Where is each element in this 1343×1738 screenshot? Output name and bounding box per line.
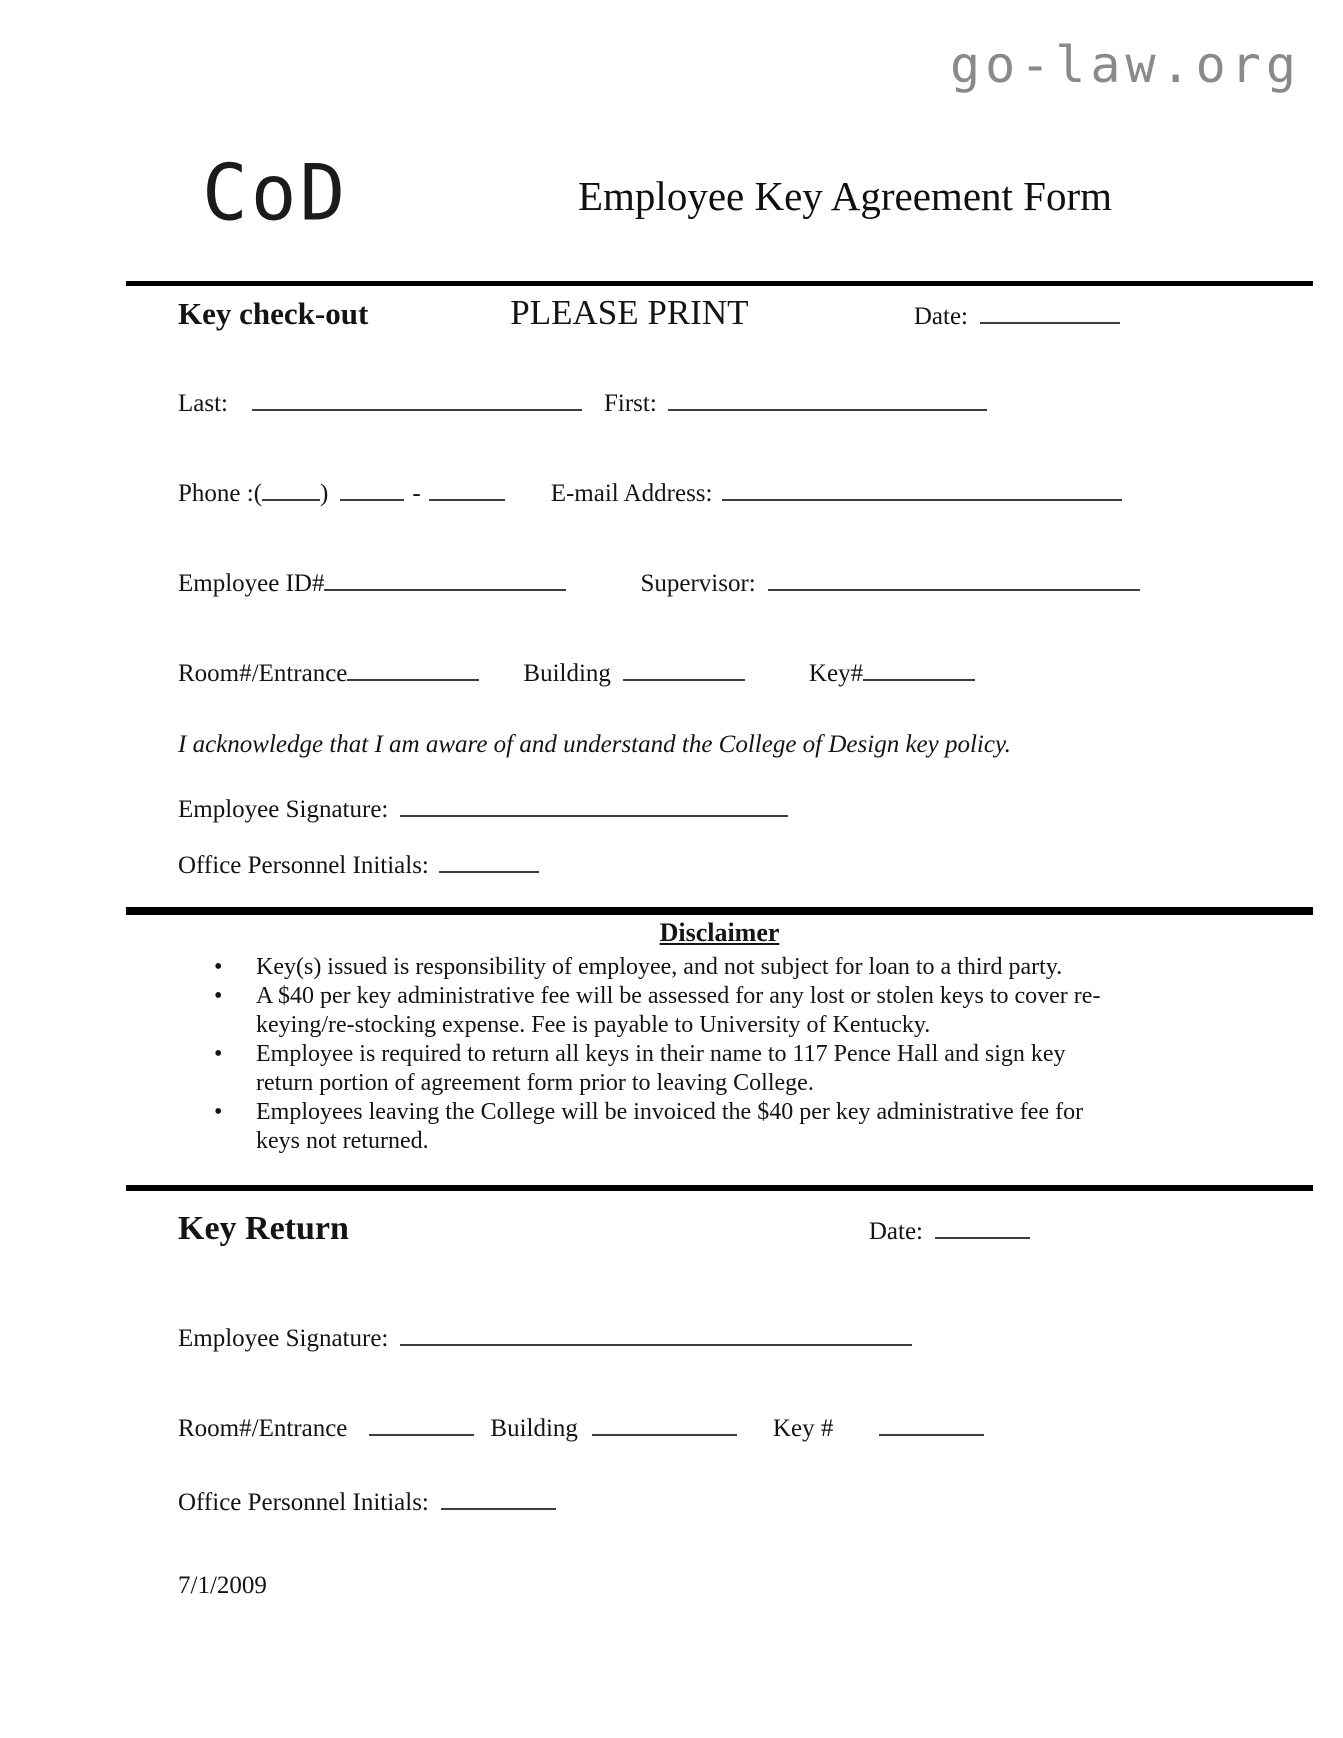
checkout-date-group — [914, 296, 1120, 331]
checkout-room-row — [178, 653, 975, 688]
return-signature-row — [178, 1318, 912, 1353]
checkout-section-heading: Key check-out — [178, 296, 369, 331]
list-item — [214, 1040, 1124, 1098]
checkout-signature-blank[interactable] — [400, 789, 788, 817]
divider-return-top — [126, 1185, 1313, 1191]
return-key-blank[interactable] — [879, 1408, 984, 1436]
first-name-blank[interactable] — [668, 383, 987, 411]
supervisor-blank[interactable] — [768, 563, 1140, 591]
checkout-initials-row — [178, 845, 539, 880]
checkout-date-label: Date: — [913, 303, 968, 330]
checkout-building-label: Building — [523, 660, 611, 687]
phone-area-blank[interactable] — [262, 473, 320, 501]
return-signature-blank[interactable] — [400, 1318, 912, 1346]
bullet-marker: • — [214, 983, 223, 1009]
disclaimer-title: Disclaimer — [659, 918, 780, 947]
disclaimer-list — [214, 953, 1124, 1156]
checkout-signature-row — [178, 789, 788, 824]
return-room-label: Room#/Entrance — [178, 1415, 348, 1442]
last-name-label: Last: — [178, 390, 228, 417]
page-title: Employee Key Agreement Form — [578, 173, 1113, 219]
return-header-row — [178, 1210, 1030, 1248]
bullet-marker: • — [214, 1099, 223, 1125]
please-print-notice: PLEASE PRINT — [510, 293, 749, 332]
first-name-label: First: — [604, 390, 657, 417]
revision-date: 7/1/2009 — [178, 1572, 267, 1599]
return-room-blank[interactable] — [369, 1408, 474, 1436]
list-item — [214, 982, 1124, 1040]
email-blank[interactable] — [722, 473, 1122, 501]
checkout-initials-blank[interactable] — [439, 845, 539, 873]
phone-prefix-blank[interactable] — [340, 473, 404, 501]
checkout-signature-label: Employee Signature: — [178, 796, 389, 823]
return-date-blank[interactable] — [935, 1211, 1030, 1239]
checkout-phone-row — [178, 473, 1122, 508]
checkout-id-row — [178, 563, 1140, 598]
phone-label: Phone :( — [178, 480, 263, 507]
phone-line-blank[interactable] — [429, 473, 505, 501]
email-label: E-mail Address: — [550, 480, 713, 507]
phone-dash: - — [412, 480, 421, 507]
return-room-row — [178, 1408, 984, 1443]
supervisor-label: Supervisor: — [640, 570, 756, 597]
divider-top — [126, 281, 1313, 286]
return-initials-blank[interactable] — [441, 1482, 556, 1510]
disclaimer-bullet-2: A $40 per key administrative fee will be assessed for any lost or stolen keys to cover re-keying/re-stocking expense. Fee is payable to University of Kentucky. — [256, 983, 1101, 1038]
watermark: go-law.org — [949, 36, 1301, 94]
checkout-key-blank[interactable] — [863, 653, 975, 681]
acknowledgment-text: I acknowledge that I am aware of and understand the College of Design key policy. — [178, 731, 1011, 758]
return-building-blank[interactable] — [592, 1408, 737, 1436]
cod-logo: CoD — [202, 147, 349, 238]
disclaimer-bullet-1: Key(s) issued is responsibility of employee, and not subject for loan to a third party. — [256, 954, 1063, 980]
checkout-room-blank[interactable] — [347, 653, 479, 681]
list-item — [214, 1098, 1124, 1156]
bullet-marker: • — [214, 1041, 223, 1067]
return-signature-label: Employee Signature: — [178, 1325, 389, 1352]
checkout-initials-label: Office Personnel Initials: — [178, 852, 429, 879]
checkout-building-blank[interactable] — [623, 653, 745, 681]
checkout-key-label: Key# — [808, 660, 864, 687]
return-date-group — [869, 1211, 1030, 1246]
return-date-label: Date: — [868, 1218, 923, 1245]
disclaimer-bullet-3: Employee is required to return all keys in their name to 117 Pence Hall and sign key return portion of agreement form prior to leaving College. — [256, 1041, 1066, 1096]
return-building-label: Building — [490, 1415, 578, 1442]
list-item — [214, 953, 1124, 982]
last-name-blank[interactable] — [252, 383, 582, 411]
bullet-marker: • — [214, 954, 223, 980]
return-section-heading: Key Return — [178, 1210, 349, 1247]
return-initials-row — [178, 1482, 556, 1517]
return-initials-label: Office Personnel Initials: — [178, 1489, 429, 1516]
divider-disclaimer-top — [126, 907, 1313, 915]
checkout-date-blank[interactable] — [980, 296, 1120, 324]
return-key-label: Key # — [772, 1415, 834, 1442]
employee-id-blank[interactable] — [324, 563, 566, 591]
checkout-header-row — [178, 293, 1120, 333]
phone-paren-close: ) — [320, 480, 329, 507]
checkout-name-row — [178, 383, 987, 418]
checkout-room-label: Room#/Entrance — [178, 660, 348, 687]
employee-id-label: Employee ID# — [178, 570, 325, 597]
disclaimer-bullet-4: Employees leaving the College will be invoiced the $40 per key administrative fee for keys not returned. — [256, 1099, 1084, 1154]
